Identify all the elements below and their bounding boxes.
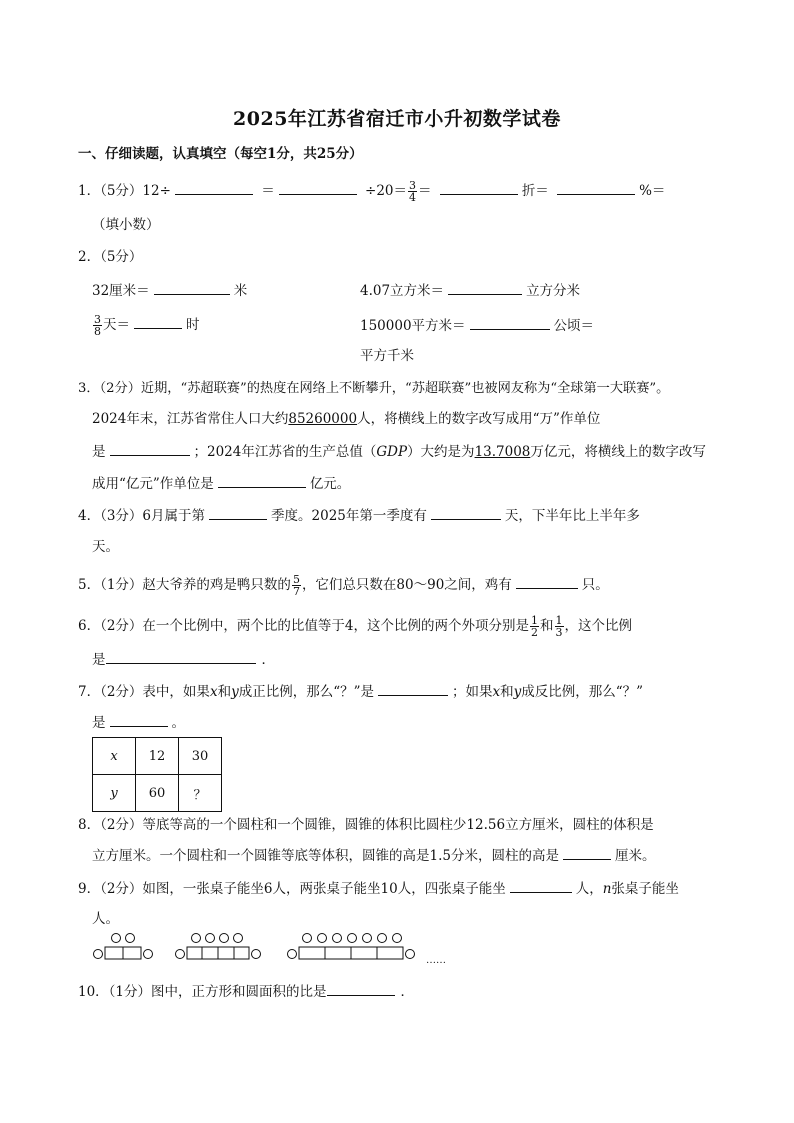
question-4: 4．（3分）6月属于第 季度。2025年第一季度有 天，下半年比上半年多: [78, 508, 640, 524]
question-1-note: （填小数）: [92, 217, 160, 233]
question-2-b: 4.07立方米＝ 立方分米: [360, 283, 581, 299]
answer-blank[interactable]: [209, 506, 267, 520]
answer-blank[interactable]: [448, 281, 522, 295]
question-6-line2: 是 ．: [92, 652, 275, 668]
question-3-line2: 2024年末，江苏省常住人口大约85260000人，将横线上的数字改写成用“万”作单位: [92, 411, 601, 427]
answer-blank[interactable]: [516, 575, 578, 589]
fraction: $\frac{1}{3}$: [555, 614, 563, 639]
two-tables-diagram: [176, 934, 261, 960]
xy-table: [92, 737, 222, 812]
table-row: x 12 30: [93, 738, 222, 775]
question-3-line4: 成用“亿元”作单位是 亿元。: [92, 476, 351, 492]
answer-blank[interactable]: [110, 713, 168, 727]
four-tables-diagram: [288, 934, 415, 960]
answer-blank[interactable]: [154, 281, 230, 295]
question-2-d-unit: 平方千米: [360, 348, 414, 364]
question-6: 6．（2分）在一个比例中，两个比的比值等于4，这个比例的两个外项分别是 $\frac{1}{2}$ 和 $\frac{1}{3}$ ，这个比例: [78, 614, 633, 639]
answer-blank[interactable]: [327, 982, 395, 996]
question-9: 9．（2分）如图，一张桌子能坐6人，两张桌子能坐10人，四张桌子能坐 人，n张桌子能坐: [78, 881, 679, 897]
question-7-line2: 是 。: [92, 715, 185, 731]
question-2: 2．（5分）: [78, 249, 143, 265]
question-2-d: 150000平方米＝ 公顷＝: [360, 318, 595, 334]
one-table-diagram: [94, 934, 153, 960]
question-9-line2: 人。: [92, 911, 119, 927]
answer-blank[interactable]: [510, 879, 572, 893]
question-5: 5．（1分）赵大爷养的鸡是鸭只数的 $\frac{5}{7}$ ，它们总只数在80～90之间，鸡有 只。: [78, 573, 609, 598]
answer-blank[interactable]: [431, 506, 501, 520]
tables-figure: [92, 932, 452, 968]
fraction: $\frac{3}{8}$: [94, 313, 101, 338]
question-1: 1．（5分）12÷ ＝ ÷20＝ $\frac{3}{4}$ ＝ 折＝ %＝: [78, 179, 666, 204]
answer-blank[interactable]: [110, 442, 190, 456]
answer-blank[interactable]: [470, 316, 550, 330]
question-4-line2: 天。: [92, 539, 119, 555]
answer-blank[interactable]: [134, 315, 182, 329]
answer-blank[interactable]: [378, 682, 448, 696]
answer-blank[interactable]: [106, 650, 256, 664]
answer-blank[interactable]: [175, 181, 253, 195]
question-3-line3: 是 ；2024年江苏省的生产总值（GDP）大约是为13.7008万亿元，将横线上的数字改写: [92, 444, 706, 460]
question-2-a: 32厘米＝ 米: [92, 283, 248, 299]
question-7: 7．（2分）表中，如果x和y成正比例，那么“？”是 ；如果x和y成反比例，那么“？”: [78, 684, 644, 700]
question-10: 10．（1分）图中，正方形和圆面积的比是 ．: [78, 984, 415, 1000]
question-8-line1: 8．（2分）等底等高的一个圆柱和一个圆锥，圆锥的体积比圆柱少12.56立方厘米，圆柱的体积是: [78, 817, 654, 833]
question-2-c: $\frac{3}{8}$ 天＝ 时: [94, 313, 200, 338]
question-8-line2: 立方厘米。一个圆柱和一个圆锥等底等体积，圆锥的高是1.5分米，圆柱的高是 厘米。: [92, 848, 656, 864]
question-3-line1: 3．（2分）近期，“苏超联赛”的热度在网络上不断攀升，“苏超联赛”也被网友称为“全球第一大联赛”。: [78, 381, 670, 396]
answer-blank[interactable]: [218, 474, 306, 488]
section-heading: 一、仔细读题，认真填空（每空1分，共25分）: [78, 146, 363, 162]
fraction: $\frac{3}{4}$: [409, 179, 417, 204]
answer-blank[interactable]: [440, 181, 518, 195]
page-title: 2025年江苏省宿迁市小升初数学试卷: [233, 108, 561, 130]
table-row: y 60 ？: [93, 775, 222, 812]
answer-blank[interactable]: [563, 846, 611, 860]
answer-blank[interactable]: [557, 181, 635, 195]
fraction: $\frac{5}{7}$: [292, 573, 300, 598]
answer-blank[interactable]: [279, 181, 357, 195]
fraction: $\frac{1}{2}$: [531, 614, 539, 639]
ellipsis-dots: ……: [426, 955, 446, 966]
